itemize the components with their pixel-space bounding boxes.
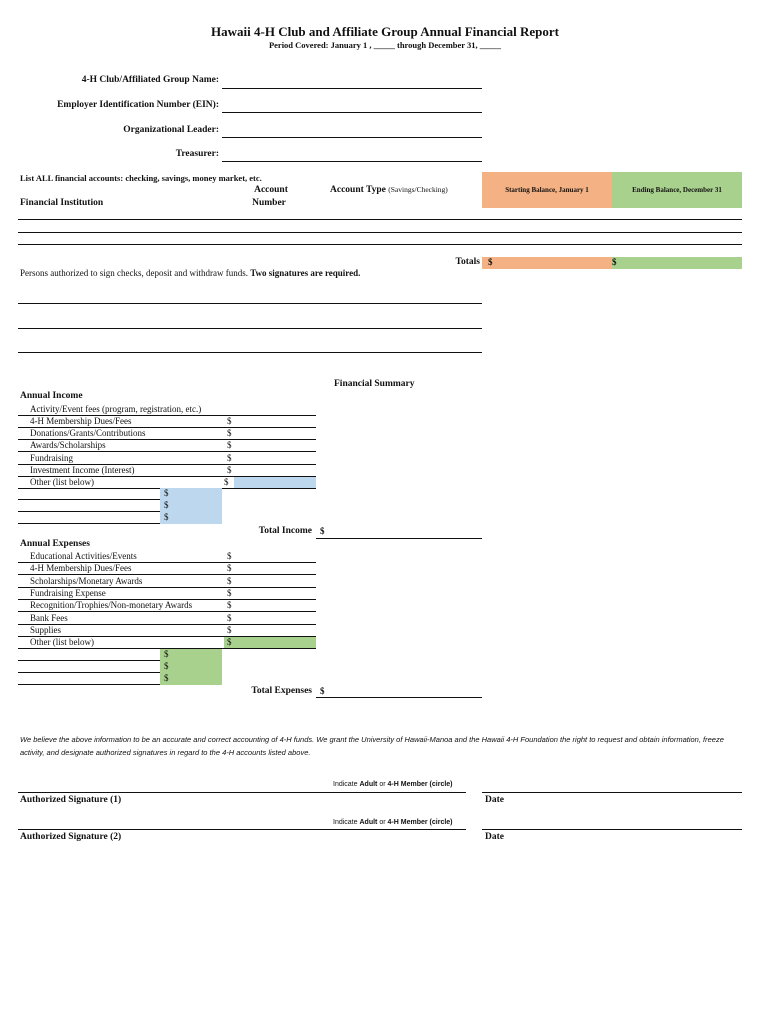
total-expenses-dollar: $ (320, 686, 325, 696)
leader-label: Organizational Leader: (123, 125, 219, 135)
income-item-dollar: $ (224, 477, 229, 487)
indicate-note-2 (333, 819, 453, 826)
col-account-number-line2: Number (252, 198, 286, 208)
signer-line-1[interactable] (18, 303, 482, 304)
club-name-field[interactable] (222, 88, 482, 89)
expense-item-label: Fundraising Expense (30, 587, 106, 598)
col-account-type-label: Account Type (330, 185, 386, 195)
totals-label: Totals (455, 257, 480, 267)
total-income-label: Total Income (258, 526, 312, 536)
col-account-number-line1: Account (254, 185, 288, 195)
income-other-line[interactable] (18, 523, 160, 524)
expense-item-dollar: $ (227, 563, 232, 574)
expense-item-label: Scholarships/Monetary Awards (30, 575, 143, 586)
income-item-dollar: $ (227, 440, 232, 451)
income-item-label: Fundraising (30, 452, 74, 463)
adult-option[interactable]: Adult (359, 819, 378, 826)
club-name-label: 4-H Club/Affiliated Group Name: (81, 75, 219, 85)
date-line-1[interactable] (482, 792, 742, 793)
total-income-line[interactable] (316, 538, 482, 539)
expense-item-dollar[interactable]: $ (224, 637, 316, 648)
totals-starting-cell[interactable]: $ (482, 257, 612, 269)
total-income-dollar: $ (320, 526, 325, 536)
account-row-2[interactable] (18, 232, 742, 233)
date-line-2[interactable] (482, 829, 742, 830)
circle-note: (circle) (429, 819, 453, 826)
income-item-dollar: $ (227, 452, 232, 463)
expense-item-dollar: $ (227, 600, 232, 611)
col-account-type (330, 185, 448, 195)
total-expenses-line[interactable] (316, 697, 482, 698)
expense-item-dollar: $ (227, 612, 232, 623)
income-item-label: 4-H Membership Dues/Fees (30, 416, 132, 426)
income-other-amount[interactable]: $ (160, 512, 222, 524)
total-expenses-label: Total Expenses (251, 686, 312, 696)
date-label-2: Date (485, 832, 504, 842)
income-other-line[interactable] (18, 499, 160, 500)
signers-text (20, 268, 360, 278)
signer-line-2[interactable] (18, 328, 482, 329)
circle-note: (circle) (429, 781, 453, 788)
expense-item-label: Educational Activities/Events (30, 551, 137, 561)
report-title: Hawaii 4-H Club and Affiliate Group Annual Financial Report (211, 24, 559, 39)
authorized-signature-1-label: Authorized Signature (1) (20, 795, 122, 805)
starting-balance-header: Starting Balance, January 1 (482, 172, 612, 208)
financial-summary-title: Financial Summary (334, 379, 415, 389)
income-intro-row: Activity/Event fees (program, registration, etc.) (30, 404, 202, 414)
account-row-1[interactable] (18, 219, 742, 220)
income-item-dollar: $ (227, 464, 232, 475)
period-covered: Period Covered: January 1 , _____ through December 31, _____ (268, 40, 502, 50)
authorized-signature-2-label: Authorized Signature (2) (20, 832, 122, 842)
expenses-heading: Annual Expenses (20, 539, 90, 549)
income-item-dollar: $ (227, 428, 232, 439)
date-label-1: Date (485, 795, 504, 805)
expense-other-line[interactable] (18, 672, 160, 673)
indicate-note-1 (333, 781, 453, 788)
expense-other-amount[interactable]: $ (160, 661, 222, 673)
expense-other-line[interactable] (18, 684, 160, 685)
or-text: or (379, 781, 386, 788)
signature-line-1[interactable] (18, 792, 466, 793)
income-item-label: Investment Income (Interest) (30, 464, 135, 475)
certification-statement: We believe the above information to be an accurate and correct accounting of 4-H funds. We grant the University of Hawaii-Manoa and the Hawaii 4-H Foundation the right to request and obtain information, freeze activity, and designate authorized signatures in regard to the 4-H accounts listed above. (20, 735, 724, 757)
expense-item-label: 4-H Membership Dues/Fees (30, 563, 132, 574)
income-other-amount[interactable]: $ (160, 500, 222, 512)
or-text: or (379, 819, 386, 826)
expense-item-dollar: $ (227, 551, 232, 561)
signer-line-3[interactable] (18, 352, 482, 353)
expense-item-label: Other (list below) (30, 637, 94, 648)
income-other-line[interactable] (18, 511, 160, 512)
adult-option[interactable]: Adult (359, 781, 378, 788)
ein-label: Employer Identification Number (EIN): (57, 100, 219, 110)
income-item-label: Donations/Grants/Contributions (30, 428, 146, 439)
expense-other-line[interactable] (18, 660, 160, 661)
expense-item-dollar: $ (227, 624, 232, 635)
member-option[interactable]: 4-H Member (387, 819, 428, 826)
col-financial-institution: Financial Institution (20, 198, 104, 208)
expense-item-label: Recognition/Trophies/Non-monetary Awards (30, 600, 193, 611)
expense-item-label: Supplies (30, 624, 62, 635)
treasurer-field[interactable] (222, 161, 482, 162)
income-other-amount[interactable]: $ (160, 488, 222, 500)
col-account-type-note: (Savings/Checking) (388, 185, 448, 194)
indicate-prefix: Indicate (333, 819, 358, 826)
treasurer-label: Treasurer: (175, 149, 219, 159)
totals-ending-cell[interactable]: $ (612, 257, 742, 269)
income-other-amount-cell[interactable] (234, 477, 316, 488)
income-item-label: Awards/Scholarships (30, 440, 106, 451)
expense-other-amount[interactable]: $ (160, 649, 222, 661)
expense-item-dollar: $ (227, 587, 232, 598)
ending-balance-header: Ending Balance, December 31 (612, 172, 742, 208)
signers-text-normal: Persons authorized to sign checks, deposit and withdraw funds. (20, 268, 248, 278)
accounts-intro: List ALL financial accounts: checking, savings, money market, etc. (20, 173, 262, 183)
expense-other-amount[interactable]: $ (160, 673, 222, 685)
ein-field[interactable] (222, 112, 482, 113)
indicate-prefix: Indicate (333, 781, 358, 788)
signers-text-bold: Two signatures are required. (250, 268, 361, 278)
expense-item-dollar: $ (227, 575, 232, 586)
expense-item-label: Bank Fees (30, 612, 68, 623)
income-item-dollar: $ (227, 416, 232, 426)
income-heading: Annual Income (20, 391, 83, 401)
member-option[interactable]: 4-H Member (387, 781, 428, 788)
expense-item-line[interactable] (18, 624, 316, 625)
account-row-3[interactable] (18, 244, 742, 245)
income-item-label: Other (list below) (30, 477, 94, 487)
leader-field[interactable] (222, 137, 482, 138)
signature-line-2[interactable] (18, 829, 466, 830)
